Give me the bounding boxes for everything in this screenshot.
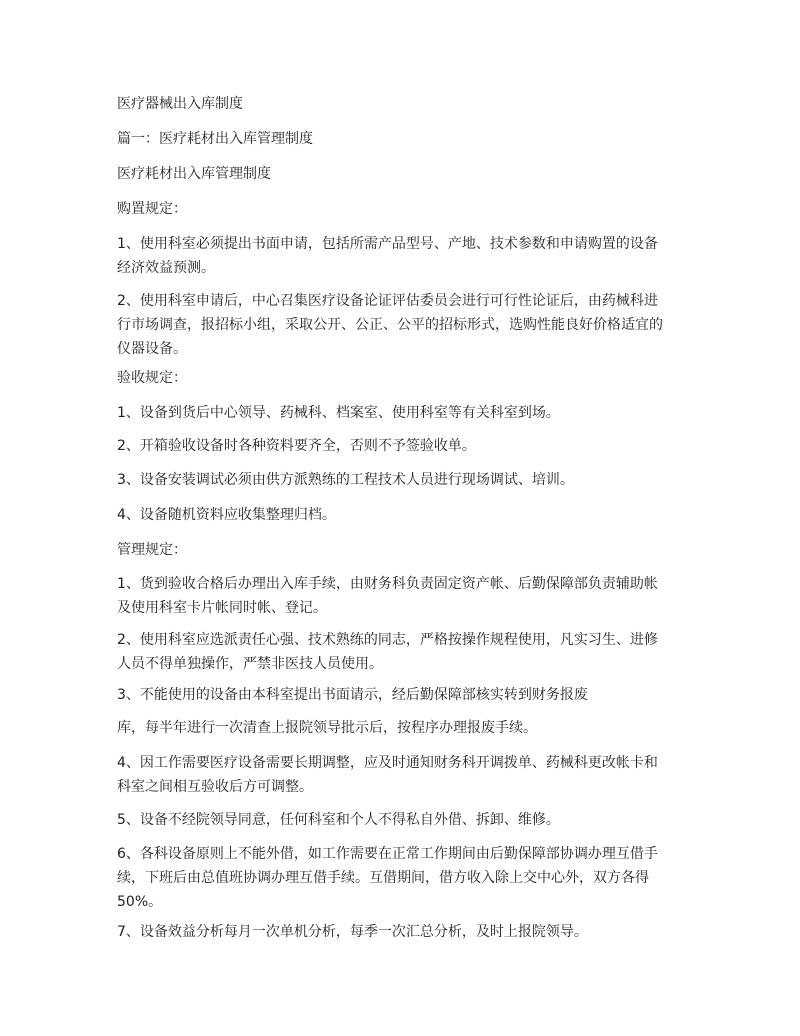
management-item-3-line-2: 库，每半年进行一次清查上报院领导批示后，按程序办理报废手续。 [117, 720, 537, 736]
section-subtitle: 医疗耗材出入库管理制度 [117, 166, 271, 182]
management-item-1: 1、货到验收合格后办理出入库手续，由财务科负责固定资产帐、后勤保障部负责辅助帐 及使用科室卡片帐同时帐、登记。 [117, 576, 658, 616]
purchase-item-1: 1、使用科室必须提出书面申请，包括所需产品型号、产地、技术参数和申请购置的设备 经济效益预测。 [117, 236, 658, 276]
acceptance-heading: 验收规定： [117, 370, 187, 386]
management-item-3-line-1: 3、不能使用的设备由本科室提出书面请示，经后勤保障部核实转到财务报废 [117, 687, 588, 703]
management-item-6: 6、各科设备原则上不能外借，如工作需要在正常工作期间由后勤保障部协调办理互借手 续，下班后由总值班协调办理互借手续。互借期间，借方收入除上交中心外，双方各得 50%。 [117, 846, 658, 910]
acceptance-item-3: 3、设备安装调试必须由供方派熟练的工程技术人员进行现场调试、培训。 [117, 472, 574, 488]
purchase-heading: 购置规定： [117, 201, 187, 217]
management-item-4: 4、因工作需要医疗设备需要长期调整，应及时通知财务科开调拨单、药械科更改帐卡和 科室之间相互验收后方可调整。 [117, 755, 658, 795]
management-item-7: 7、设备效益分析每月一次单机分析，每季一次汇总分析，及时上报院领导。 [117, 924, 588, 940]
acceptance-item-4: 4、设备随机资料应收集整理归档。 [117, 507, 336, 523]
acceptance-item-2: 2、开箱验收设备时各种资料要齐全，否则不予签验收单。 [117, 438, 476, 454]
acceptance-item-1: 1、设备到货后中心领导、药械科、档案室、使用科室等有关科室到场。 [117, 405, 560, 421]
management-item-2: 2、使用科室应选派责任心强、技术熟练的同志，严格按操作规程使用，凡实习生、进修 人员不得单独操作，严禁非医技人员使用。 [117, 632, 658, 672]
purchase-item-2: 2、使用科室申请后，中心召集医疗设备论证评估委员会进行可行性论证后，由药械科进 行市场调查，报招标小组，采取公开、公正、公平的招标形式，选购性能良好价格适宜的 仪器设备。 [117, 293, 663, 357]
management-item-5: 5、设备不经院领导同意，任何科室和个人不得私自外借、拆卸、维修。 [117, 812, 560, 828]
management-heading: 管理规定： [117, 542, 187, 558]
document-title: 医疗器械出入库制度 [117, 96, 243, 112]
chapter-heading: 篇一：医疗耗材出入库管理制度 [117, 131, 313, 147]
